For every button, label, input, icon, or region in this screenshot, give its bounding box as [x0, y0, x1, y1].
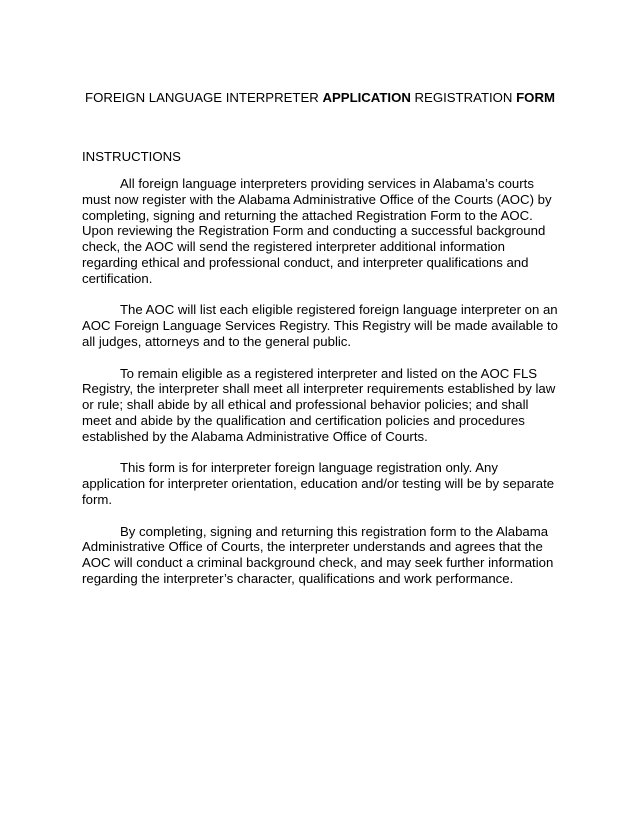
- paragraph-form-scope: This form is for interpreter foreign language registration only. Any application for interpreter orientation, education and/or testing will be by separate form.: [82, 460, 555, 507]
- title-part-1: FOREIGN LANGUAGE INTERPRETER: [85, 90, 323, 105]
- paragraph-eligibility: To remain eligible as a registered interpreter and listed on the AOC FLS Registry, the interpreter shall meet all interpreter requirements established by law or rule; shall abide by all ethical and professional behavior policies; and shall meet and abide by the qualification and certification policies and procedures established by the Alabama Administrative Office of Courts.: [82, 365, 556, 444]
- document-title: [0, 90, 640, 106]
- title-part-3: REGISTRATION: [410, 90, 517, 105]
- instructions-heading: INSTRUCTIONS: [82, 149, 181, 164]
- paragraph-background-check: By completing, signing and returning this registration form to the Alabama Administrative Office of Courts, the interpreter understands and agrees that the AOC will conduct a criminal background check, and may seek further information regarding the interpreter’s character, qualifications and work performance.: [82, 523, 554, 586]
- paragraph-registration: All foreign language interpreters providing services in Alabama’s courts must now register with the Alabama Administrative Office of the Courts (AOC) by completing, signing and returning the attached Registration Form to the AOC. Upon reviewing the Registration Form and conducting a successful background check, the AOC will send the registered interpreter additional information regarding ethical and professional conduct, and interpreter qualifications and certification.: [82, 176, 552, 286]
- instructions-body: [82, 176, 560, 603]
- title-part-4-bold: FORM: [516, 90, 555, 105]
- paragraph-registry: The AOC will list each eligible registered foreign language interpreter on an AOC Foreign Language Services Registry. This Registry will be made available to all judges, attorneys and to the general public.: [82, 302, 558, 349]
- title-part-2-bold: APPLICATION: [322, 90, 411, 105]
